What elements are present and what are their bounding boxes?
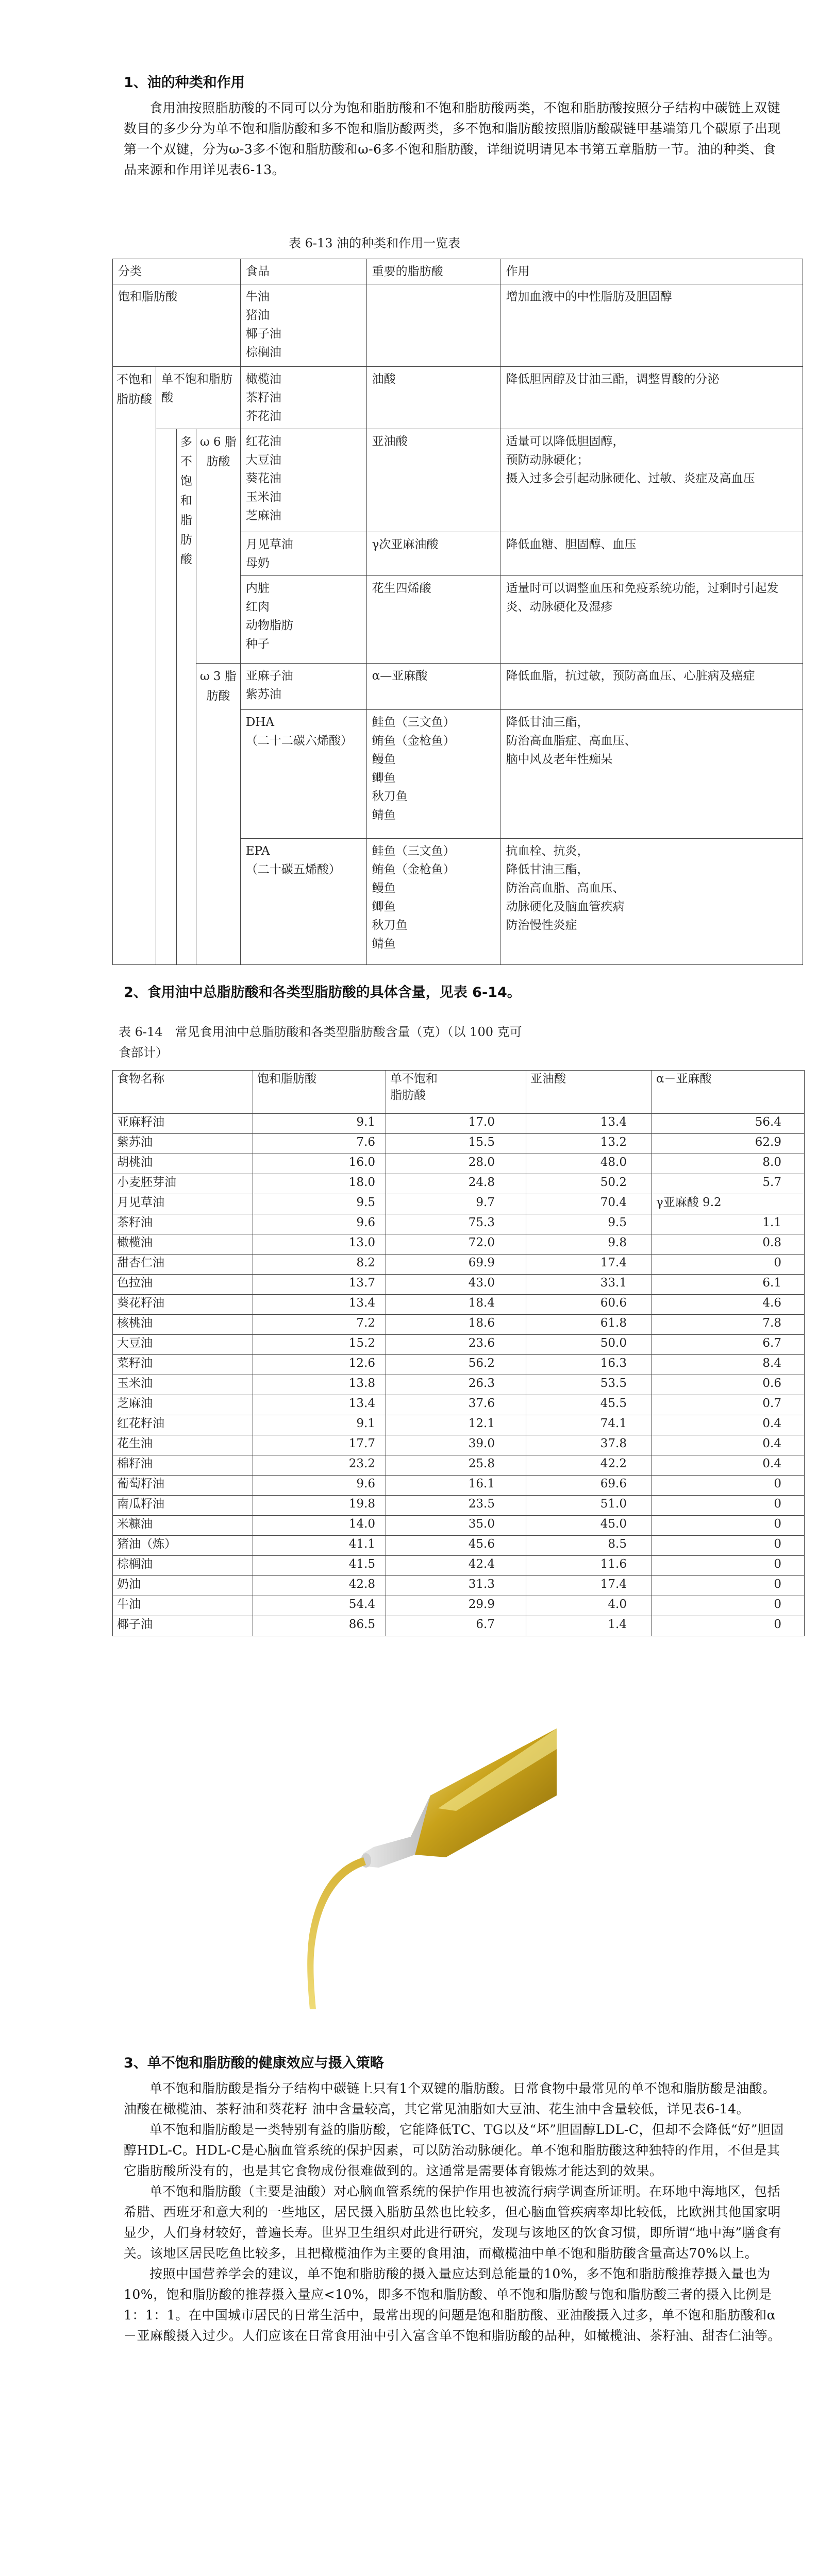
cell-linoleic: 61.8 [526, 1315, 652, 1335]
cell-saturated: 13.7 [253, 1275, 386, 1295]
table-row [113, 1516, 805, 1536]
omega6-foods-3: 内脏 红肉 动物脂肪 种子 [240, 576, 366, 664]
cell-alpha-linolenic: 0.7 [652, 1395, 805, 1415]
cell-alpha-linolenic: 0 [652, 1616, 805, 1636]
cell-food-name: 橄榄油 [113, 1234, 253, 1255]
cell-food-name: 猪油（炼） [113, 1536, 253, 1556]
cell-alpha-linolenic: 0 [652, 1556, 805, 1576]
cell-saturated: 54.4 [253, 1596, 386, 1616]
unsaturated-label: 不饱和脂肪酸 [113, 367, 156, 965]
omega6-effect-1: 适量可以降低胆固醇， 预防动脉硬化； 摄入过多会引起动脉硬化、过敏、炎症及高血压 [500, 429, 803, 532]
table2-body [113, 1114, 805, 1636]
table2-caption-line1: 表 6-14 常见食用油中总脂肪酸和各类型脂肪酸含量（克）（以 100 克可 [119, 1025, 522, 1039]
table-row [113, 1114, 805, 1134]
header-food: 食品 [240, 259, 366, 284]
cell-saturated: 13.0 [253, 1234, 386, 1255]
cell-mono: 6.7 [386, 1616, 526, 1636]
cell-alpha-linolenic: 0 [652, 1516, 805, 1536]
cell-food-name: 大豆油 [113, 1335, 253, 1355]
table-row [113, 1536, 805, 1556]
cell-alpha-linolenic: γ亚麻酸 9.2 [652, 1194, 805, 1214]
cell-alpha-linolenic: 0 [652, 1596, 805, 1616]
cell-food-name: 红花籽油 [113, 1415, 253, 1435]
cell-saturated: 9.6 [253, 1214, 386, 1234]
cell-saturated: 7.6 [253, 1134, 386, 1154]
cell-linoleic: 45.5 [526, 1395, 652, 1415]
cell-alpha-linolenic: 0.4 [652, 1415, 805, 1435]
saturated-row [113, 284, 803, 367]
cell-alpha-linolenic: 6.1 [652, 1275, 805, 1295]
omega3-foods-3: EPA （二十碳五烯酸） [240, 839, 366, 965]
cell-food-name: 牛油 [113, 1596, 253, 1616]
cell-saturated: 23.2 [253, 1455, 386, 1476]
cell-saturated: 9.6 [253, 1476, 386, 1496]
section2-heading: 2、食用油中总脂肪酸和各类型脂肪酸的具体含量，见表 6-14。 [124, 985, 521, 1001]
cell-linoleic: 13.2 [526, 1134, 652, 1154]
cell-food-name: 菜籽油 [113, 1355, 253, 1375]
cell-mono: 12.1 [386, 1415, 526, 1435]
cell-food-name: 葵花籽油 [113, 1295, 253, 1315]
olive-oil-bottle-illustration [260, 1718, 559, 2012]
cell-linoleic: 53.5 [526, 1375, 652, 1395]
cell-mono: 26.3 [386, 1375, 526, 1395]
saturated-foods: 牛油 猪油 椰子油 棕榈油 [240, 284, 366, 367]
cell-alpha-linolenic: 0.4 [652, 1435, 805, 1455]
cell-mono: 16.1 [386, 1476, 526, 1496]
cell-mono: 72.0 [386, 1234, 526, 1255]
omega6-foods-1: 红花油 大豆油 葵花油 玉米油 芝麻油 [240, 429, 366, 532]
cell-saturated: 8.2 [253, 1255, 386, 1275]
cell-linoleic: 50.0 [526, 1335, 652, 1355]
cell-alpha-linolenic: 0.8 [652, 1234, 805, 1255]
saturated-acids [366, 284, 500, 367]
cell-mono: 25.8 [386, 1455, 526, 1476]
cell-food-name: 月见草油 [113, 1194, 253, 1214]
section1-text: 食用油按照脂肪酸的不同可以分为饱和脂肪酸和不饱和脂肪酸两类，不饱和脂肪酸按照分子结构中碳链上双键数目的多少分为单不饱和脂肪酸和多不饱和脂肪酸两类，多不饱和脂肪酸按照脂肪酸碳链甲基端第几个碳原子出现第一个双键，分为ω-3多不饱和脂肪酸和ω-6多不饱和脂肪酸，详细说明请见本书第五章脂肪一节。油的种类、食品来源和作用详见表6-13。 [124, 100, 781, 177]
header-saturated: 饱和脂肪酸 [253, 1071, 386, 1114]
cell-saturated: 7.2 [253, 1315, 386, 1335]
cell-saturated: 16.0 [253, 1154, 386, 1174]
cell-food-name: 核桃油 [113, 1315, 253, 1335]
cell-mono: 17.0 [386, 1114, 526, 1134]
cell-mono: 28.0 [386, 1154, 526, 1174]
cell-mono: 24.8 [386, 1174, 526, 1194]
section3-paragraph-1: 单不饱和脂肪酸是指分子结构中碳链上只有1个双键的脂肪酸。日常食物中最常见的单不饱和脂肪酸是油酸。油酸在橄榄油、茶籽油和葵花籽 油中含量较高，其它常见油脂如大豆油、花生油中含量较低，详见表6-14。 [124, 2081, 776, 2116]
omega3-foods-2: DHA （二十二碳六烯酸） [240, 710, 366, 839]
cell-linoleic: 4.0 [526, 1596, 652, 1616]
cell-food-name: 棉籽油 [113, 1455, 253, 1476]
cell-linoleic: 51.0 [526, 1496, 652, 1516]
cell-saturated: 9.5 [253, 1194, 386, 1214]
cell-linoleic: 9.8 [526, 1234, 652, 1255]
cell-food-name: 芝麻油 [113, 1395, 253, 1415]
table-row [113, 1335, 805, 1355]
omega6-label: ω 6 脂肪酸 [196, 429, 240, 664]
table-row [113, 1234, 805, 1255]
section3-heading: 3、单不饱和脂肪酸的健康效应与摄入策略 [124, 2055, 384, 2071]
cell-linoleic: 74.1 [526, 1415, 652, 1435]
cell-alpha-linolenic: 8.4 [652, 1355, 805, 1375]
table2-caption-line2: 食部计） [119, 1045, 168, 1060]
mono-effect: 降低胆固醇及甘油三酯，调整胃酸的分泌 [500, 367, 803, 429]
cell-saturated: 12.6 [253, 1355, 386, 1375]
cell-alpha-linolenic: 1.1 [652, 1214, 805, 1234]
omega6-acids-1: 亚油酸 [366, 429, 500, 532]
cell-mono: 23.6 [386, 1335, 526, 1355]
cell-alpha-linolenic: 0.4 [652, 1455, 805, 1476]
cell-food-name: 棕榈油 [113, 1556, 253, 1576]
header-linoleic: 亚油酸 [526, 1071, 652, 1114]
mono-label: 单不饱和脂肪酸 [156, 367, 240, 429]
omega3-label: ω 3 脂肪酸 [196, 664, 240, 965]
section1-heading: 1、油的种类和作用 [124, 75, 245, 91]
cell-linoleic: 1.4 [526, 1616, 652, 1636]
section3-paragraph-3: 单不饱和脂肪酸（主要是油酸）对心脑血管系统的保护作用也被流行病学调查所证明。在环地中海地区，包括希腊、西班牙和意大利的一些地区，居民摄入脂肪虽然也比较多，但心脑血管疾病率却比较低，比欧洲其他国家明显少，人们身材较好，普遍长寿。世界卫生组织对此进行研究，发现与该地区的饮食习惯，即所谓“地中海”膳食有关。该地区居民吃鱼比较多，且把橄榄油作为主要的食用油，而橄榄油中单不饱和脂肪酸含量高达70%以上。 [124, 2184, 782, 2261]
cell-linoleic: 42.2 [526, 1455, 652, 1476]
table-row [113, 1455, 805, 1476]
cell-saturated: 9.1 [253, 1114, 386, 1134]
section1-paragraph [124, 98, 789, 180]
mono-foods: 橄榄油 茶籽油 芥花油 [240, 367, 366, 429]
cell-linoleic: 8.5 [526, 1536, 652, 1556]
cell-food-name: 胡桃油 [113, 1154, 253, 1174]
omega3-effect-1: 降低血脂，抗过敏，预防高血压、心脏病及癌症 [500, 664, 803, 710]
cell-saturated: 18.0 [253, 1174, 386, 1194]
cell-linoleic: 45.0 [526, 1516, 652, 1536]
cell-alpha-linolenic: 5.7 [652, 1174, 805, 1194]
header-fatty-acid: 重要的脂肪酸 [366, 259, 500, 284]
table-row [113, 1214, 805, 1234]
cell-saturated: 41.5 [253, 1556, 386, 1576]
table-row [113, 1496, 805, 1516]
cell-linoleic: 11.6 [526, 1556, 652, 1576]
omega3-effect-2: 降低甘油三酯， 防治高血脂症、高血压、 脑中风及老年性痴呆 [500, 710, 803, 839]
cell-linoleic: 50.2 [526, 1174, 652, 1194]
cell-mono: 18.4 [386, 1295, 526, 1315]
header-alpha-linolenic: α－亚麻酸 [652, 1071, 805, 1114]
cell-mono: 45.6 [386, 1536, 526, 1556]
table1-caption: 表 6-13 油的种类和作用一览表 [289, 236, 461, 250]
oil-types-table [112, 259, 803, 965]
cell-mono: 42.4 [386, 1556, 526, 1576]
table-row [113, 1415, 805, 1435]
cell-alpha-linolenic: 0 [652, 1576, 805, 1596]
table-row [113, 1375, 805, 1395]
cell-food-name: 玉米油 [113, 1375, 253, 1395]
cell-linoleic: 17.4 [526, 1255, 652, 1275]
header-category: 分类 [113, 259, 241, 284]
cell-alpha-linolenic: 8.0 [652, 1154, 805, 1174]
cell-mono: 75.3 [386, 1214, 526, 1234]
table2-header-row [113, 1071, 805, 1114]
cell-alpha-linolenic: 62.9 [652, 1134, 805, 1154]
cell-food-name: 茶籽油 [113, 1214, 253, 1234]
cell-linoleic: 70.4 [526, 1194, 652, 1214]
cell-mono: 15.5 [386, 1134, 526, 1154]
omega6-foods-2: 月见草油 母奶 [240, 532, 366, 576]
cell-food-name: 南瓜籽油 [113, 1496, 253, 1516]
cell-mono: 29.9 [386, 1596, 526, 1616]
olive-oil-bottle-photo [260, 1718, 559, 2012]
cell-saturated: 14.0 [253, 1516, 386, 1536]
table-row [113, 1154, 805, 1174]
cell-alpha-linolenic: 4.6 [652, 1295, 805, 1315]
oil-stream [307, 1857, 366, 2009]
header-mono: 单不饱和 脂肪酸 [386, 1071, 526, 1114]
cell-mono: 35.0 [386, 1516, 526, 1536]
cell-alpha-linolenic: 6.7 [652, 1335, 805, 1355]
cell-saturated: 86.5 [253, 1616, 386, 1636]
cell-saturated: 13.8 [253, 1375, 386, 1395]
mono-row [113, 367, 803, 429]
cell-food-name: 葡萄籽油 [113, 1476, 253, 1496]
cell-food-name: 米糠油 [113, 1516, 253, 1536]
table-row [113, 1134, 805, 1154]
omega3-foods-1: 亚麻子油 紫苏油 [240, 664, 366, 710]
table-row [113, 1255, 805, 1275]
section3-paragraph-2: 单不饱和脂肪酸是一类特别有益的脂肪酸，它能降低TC、TG以及“坏”胆固醇LDL-C，但却不会降低“好”胆固醇HDL-C。HDL-C是心脑血管系统的保护因素，可以防治动脉硬化。单不饱和脂肪酸这种独特的作用，不但是其它脂肪酸所没有的，也是其它食物成份很难做到的。这通常是需要体育锻炼才能达到的效果。 [124, 2122, 784, 2178]
cell-mono: 31.3 [386, 1576, 526, 1596]
cell-saturated: 41.1 [253, 1536, 386, 1556]
cell-saturated: 13.4 [253, 1395, 386, 1415]
cell-alpha-linolenic: 0 [652, 1536, 805, 1556]
cell-alpha-linolenic: 56.4 [652, 1114, 805, 1134]
omega3-acids-2: 鲑鱼（三文鱼） 鲔鱼（金枪鱼） 鳗鱼 鲫鱼 秋刀鱼 鲭鱼 [366, 710, 500, 839]
poly-gap [156, 429, 176, 965]
table-row [113, 1476, 805, 1496]
header-food-name: 食物名称 [113, 1071, 253, 1114]
omega3-row-1 [113, 664, 803, 710]
omega6-acids-2: γ次亚麻油酸 [366, 532, 500, 576]
cell-alpha-linolenic: 7.8 [652, 1315, 805, 1335]
table-row [113, 1295, 805, 1315]
cell-mono: 56.2 [386, 1355, 526, 1375]
cell-linoleic: 48.0 [526, 1154, 652, 1174]
omega6-effect-3: 适量时可以调整血压和免疫系统功能，过剩时引起发炎、动脉硬化及湿疹 [500, 576, 803, 664]
cell-linoleic: 13.4 [526, 1114, 652, 1134]
table-row [113, 1616, 805, 1636]
fatty-acid-table [112, 1070, 805, 1636]
cell-alpha-linolenic: 0 [652, 1255, 805, 1275]
cell-linoleic: 16.3 [526, 1355, 652, 1375]
header-effect: 作用 [500, 259, 803, 284]
omega3-effect-3: 抗血栓、抗炎， 降低甘油三酯， 防治高血脂、高血压、 动脉硬化及脑血管疾病 防治慢性炎症 [500, 839, 803, 965]
cell-alpha-linolenic: 0 [652, 1476, 805, 1496]
saturated-effect: 增加血液中的中性脂肪及胆固醇 [500, 284, 803, 367]
table1-header-row [113, 259, 803, 284]
cell-saturated: 13.4 [253, 1295, 386, 1315]
omega3-acids-1: α—亚麻酸 [366, 664, 500, 710]
cell-mono: 23.5 [386, 1496, 526, 1516]
mono-acids: 油酸 [366, 367, 500, 429]
cell-saturated: 19.8 [253, 1496, 386, 1516]
saturated-label: 饱和脂肪酸 [113, 284, 241, 367]
cell-mono: 37.6 [386, 1395, 526, 1415]
cell-mono: 18.6 [386, 1315, 526, 1335]
cell-food-name: 花生油 [113, 1435, 253, 1455]
cell-food-name: 亚麻籽油 [113, 1114, 253, 1134]
cell-mono: 39.0 [386, 1435, 526, 1455]
cell-linoleic: 60.6 [526, 1295, 652, 1315]
omega6-acids-3: 花生四烯酸 [366, 576, 500, 664]
bottle-neck [363, 1795, 430, 1868]
cell-linoleic: 37.8 [526, 1435, 652, 1455]
cell-food-name: 色拉油 [113, 1275, 253, 1295]
cell-linoleic: 17.4 [526, 1576, 652, 1596]
omega6-row-1 [113, 429, 803, 532]
table-row [113, 1275, 805, 1295]
omega3-acids-3: 鲑鱼（三文鱼） 鲔鱼（金枪鱼） 鳗鱼 鲫鱼 秋刀鱼 鲭鱼 [366, 839, 500, 965]
cell-food-name: 椰子油 [113, 1616, 253, 1636]
cell-alpha-linolenic: 0.6 [652, 1375, 805, 1395]
omega6-effect-2: 降低血糖、胆固醇、血压 [500, 532, 803, 576]
table-row [113, 1556, 805, 1576]
cell-food-name: 小麦胚芽油 [113, 1174, 253, 1194]
cell-saturated: 15.2 [253, 1335, 386, 1355]
cell-linoleic: 69.6 [526, 1476, 652, 1496]
table-row [113, 1194, 805, 1214]
cell-food-name: 奶油 [113, 1576, 253, 1596]
cell-food-name: 甜杏仁油 [113, 1255, 253, 1275]
cell-saturated: 17.7 [253, 1435, 386, 1455]
section3-paragraph-4: 按照中国营养学会的建议，单不饱和脂肪酸的摄入量应达到总能量的10%，多不饱和脂肪酸推荐摄入量也为10%，饱和脂肪酸的推荐摄入量应<10%，即多不饱和脂肪酸、单不饱和脂肪酸与饱和脂肪酸三者的摄入比例是1：1：1。在中国城市居民的日常生活中，最常出现的问题是饱和脂肪酸、亚油酸摄入过多，单不饱和脂肪酸和α－亚麻酸摄入过少。人们应该在日常食用油中引入富含单不饱和脂肪酸的品种，如橄榄油、茶籽油、甜杏仁油等。 [124, 2266, 781, 2343]
cell-linoleic: 9.5 [526, 1214, 652, 1234]
cell-mono: 43.0 [386, 1275, 526, 1295]
table-row [113, 1315, 805, 1335]
cell-alpha-linolenic: 0 [652, 1496, 805, 1516]
poly-label: 多不饱和脂肪酸 [176, 429, 196, 965]
cell-saturated: 9.1 [253, 1415, 386, 1435]
cell-food-name: 紫苏油 [113, 1134, 253, 1154]
table-row [113, 1576, 805, 1596]
cell-mono: 69.9 [386, 1255, 526, 1275]
section3-paragraphs [124, 2078, 789, 2346]
table-row [113, 1435, 805, 1455]
cell-mono: 9.7 [386, 1194, 526, 1214]
table-row [113, 1174, 805, 1194]
cell-saturated: 42.8 [253, 1576, 386, 1596]
table-row [113, 1395, 805, 1415]
table-row [113, 1355, 805, 1375]
cell-linoleic: 33.1 [526, 1275, 652, 1295]
table-row [113, 1596, 805, 1616]
